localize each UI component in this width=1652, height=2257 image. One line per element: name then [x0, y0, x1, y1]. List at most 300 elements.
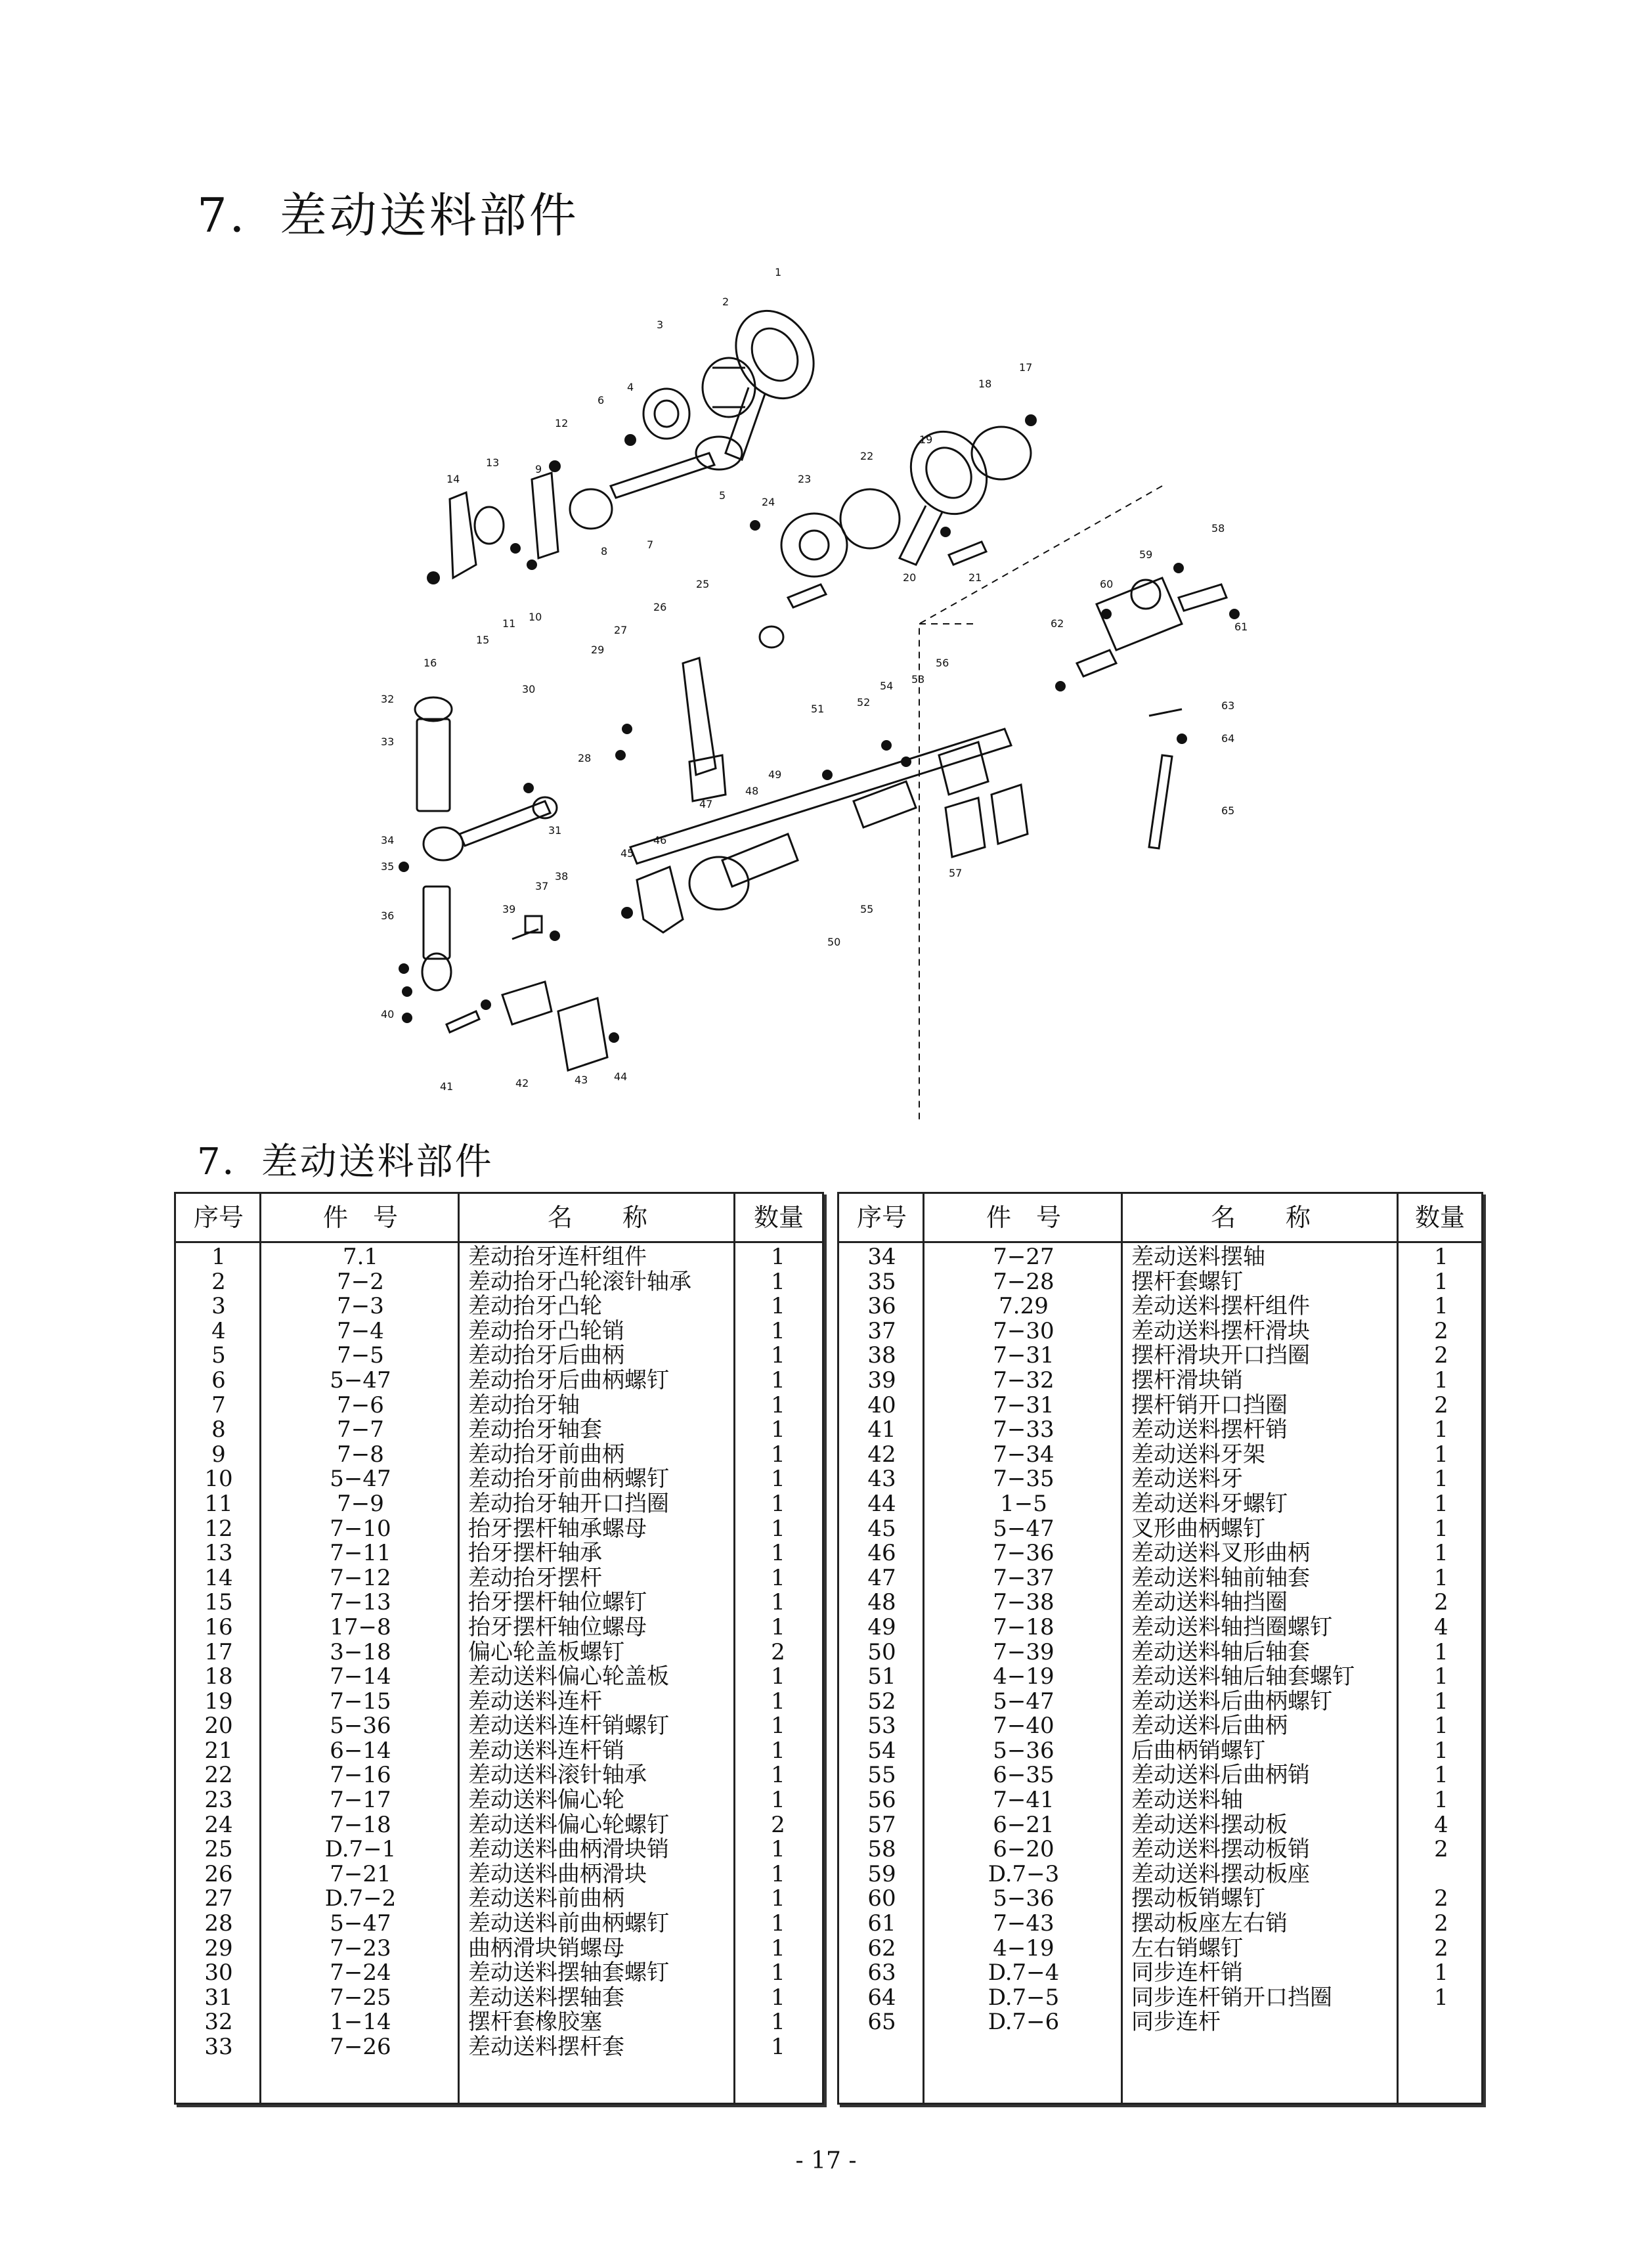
cell-part: 5−36 [993, 1737, 1054, 1764]
cell-part: 4−19 [993, 1935, 1054, 1961]
cell-name: 差动抬牙前曲柄螺钉 [468, 1466, 669, 1493]
cell-seq: 40 [867, 1391, 896, 1418]
cell-name: 差动送料摆杆组件 [1131, 1293, 1310, 1320]
cell-name: 差动送料偏心轮 [468, 1787, 624, 1814]
table-row [176, 1344, 822, 1369]
cell-name: 差动送料轴后轴套 [1131, 1638, 1310, 1665]
table-row [176, 2035, 822, 2060]
table-row [839, 1714, 1481, 1739]
table-row [839, 2010, 1481, 2035]
table-row [839, 1690, 1481, 1715]
callout-6: 6 [598, 394, 605, 406]
cell-part: 7−4 [337, 1317, 384, 1344]
cell-name: 差动送料叉形曲柄 [1131, 1540, 1310, 1567]
cell-part: 7−12 [330, 1564, 391, 1591]
table-row [176, 1369, 822, 1393]
callout-64: 64 [1221, 732, 1235, 745]
cell-part: 6−20 [993, 1836, 1054, 1863]
callout-59: 59 [1139, 548, 1153, 561]
cell-qty: 1 [771, 1490, 785, 1517]
table-row [839, 1344, 1481, 1369]
table-body [839, 1245, 1481, 2035]
callout-49: 49 [768, 768, 782, 781]
cell-seq: 23 [204, 1787, 233, 1814]
callout-42: 42 [515, 1077, 529, 1089]
cell-qty: 1 [1434, 1540, 1448, 1567]
cell-part: 7−43 [993, 1910, 1054, 1937]
callout-65: 65 [1221, 804, 1235, 817]
table-row [839, 1541, 1481, 1566]
cell-qty: 2 [1434, 1342, 1448, 1369]
cell-part: 7−14 [330, 1663, 391, 1690]
callout-16: 16 [424, 657, 437, 669]
cell-seq: 29 [204, 1935, 233, 1961]
cell-qty: 1 [1434, 1293, 1448, 1320]
cell-part: 5−47 [993, 1688, 1054, 1715]
callout-25: 25 [696, 578, 710, 590]
cell-part: D.7−2 [324, 1885, 397, 1912]
cell-name: 叉形曲柄螺钉 [1131, 1515, 1265, 1542]
cell-qty: 2 [1434, 1589, 1448, 1616]
table-row [176, 1590, 822, 1615]
cell-qty: 1 [771, 1416, 785, 1443]
table-row [839, 1369, 1481, 1393]
cell-name: 差动抬牙摆杆 [468, 1564, 602, 1591]
table-row [839, 1665, 1481, 1690]
cell-name: 差动送料偏心轮盖板 [468, 1663, 669, 1690]
table-header [176, 1194, 822, 1243]
cell-part: 1−14 [330, 2009, 391, 2036]
table-row [176, 1418, 822, 1443]
cell-part: 7−39 [993, 1638, 1054, 1665]
callout-15: 15 [476, 634, 490, 646]
cell-seq: 50 [867, 1638, 896, 1665]
cell-qty: 1 [1434, 1960, 1448, 1986]
table-row [176, 1245, 822, 1270]
cell-name: 同步连杆销 [1131, 1960, 1243, 1986]
cell-name: 同步连杆销开口挡圈 [1131, 1984, 1332, 2011]
cell-part: 7−37 [993, 1564, 1054, 1591]
cell-name: 差动送料摆杆滑块 [1131, 1317, 1310, 1344]
callout-37: 37 [535, 880, 549, 892]
cell-seq: 55 [867, 1762, 896, 1789]
cell-seq: 48 [867, 1589, 896, 1616]
cell-qty: 1 [1434, 1762, 1448, 1789]
cell-seq: 37 [867, 1317, 896, 1344]
cell-part: 3−18 [330, 1638, 391, 1665]
cell-part: 7.29 [999, 1293, 1049, 1320]
cell-name: 差动送料前曲柄螺钉 [468, 1910, 669, 1937]
cell-name: 差动送料摆动板 [1131, 1811, 1288, 1838]
table-row [176, 1467, 822, 1492]
table-row [176, 1937, 822, 1961]
cell-seq: 30 [204, 1960, 233, 1986]
cell-seq: 63 [867, 1960, 896, 1986]
cell-part: 7−3 [337, 1293, 384, 1320]
cell-seq: 25 [204, 1836, 233, 1863]
table-row [839, 1763, 1481, 1788]
table-row [839, 1245, 1481, 1270]
callout-41: 41 [440, 1080, 454, 1093]
cell-qty: 1 [771, 1737, 785, 1764]
cell-qty: 1 [1434, 1441, 1448, 1468]
table-row [176, 1813, 822, 1838]
cell-qty: 2 [1434, 1391, 1448, 1418]
cell-seq: 36 [867, 1293, 896, 1320]
cell-seq: 7 [211, 1391, 226, 1418]
table-row [176, 1862, 822, 1887]
cell-name: 抬牙摆杆轴位螺母 [468, 1613, 647, 1640]
cell-qty: 1 [771, 1836, 785, 1863]
cell-name: 差动送料后曲柄螺钉 [1131, 1688, 1332, 1715]
cell-qty: 1 [771, 1317, 785, 1344]
cell-name: 差动送料连杆 [468, 1688, 602, 1715]
header-name: 名 称 [547, 1203, 647, 1232]
callout-33: 33 [381, 735, 395, 748]
callout-10: 10 [529, 611, 542, 623]
cell-part: 7−6 [337, 1391, 384, 1418]
callout-30: 30 [522, 683, 536, 695]
cell-qty: 1 [771, 1984, 785, 2011]
table-row [839, 1615, 1481, 1640]
callout-51: 51 [811, 703, 825, 715]
cell-seq: 43 [867, 1466, 896, 1493]
callout-28: 28 [578, 752, 592, 764]
callout-44: 44 [614, 1070, 628, 1083]
table-row [176, 1319, 822, 1344]
cell-qty: 1 [1434, 1787, 1448, 1814]
callout-55: 55 [860, 903, 874, 915]
cell-qty: 1 [771, 1885, 785, 1912]
cell-name: 差动送料牙螺钉 [1131, 1490, 1288, 1517]
cell-seq: 13 [204, 1540, 233, 1567]
cell-name: 摆动板座左右销 [1131, 1910, 1288, 1937]
cell-part: 5−36 [993, 1885, 1054, 1912]
cell-name: 差动送料轴挡圈螺钉 [1131, 1613, 1332, 1640]
table-row [176, 1566, 822, 1591]
cell-part: 7−23 [330, 1935, 391, 1961]
cell-name: 差动送料摆动板销 [1131, 1836, 1310, 1863]
callout-62: 62 [1051, 617, 1064, 630]
cell-part: 17−8 [330, 1613, 391, 1640]
cell-name: 差动抬牙轴 [468, 1391, 580, 1418]
cell-part: 7−34 [993, 1441, 1054, 1468]
cell-seq: 16 [204, 1613, 233, 1640]
cell-seq: 57 [867, 1811, 896, 1838]
cell-seq: 9 [211, 1441, 226, 1468]
cell-part: 7.1 [342, 1244, 379, 1270]
cell-qty: 1 [771, 1268, 785, 1295]
cell-part: 6−14 [330, 1737, 391, 1764]
table-row [176, 1492, 822, 1517]
cell-name: 差动送料轴挡圈 [1131, 1589, 1288, 1616]
cell-qty: 1 [1434, 1515, 1448, 1542]
cell-seq: 51 [867, 1663, 896, 1690]
cell-name: 差动送料轴后轴套螺钉 [1131, 1663, 1355, 1690]
cell-name: 差动抬牙凸轮销 [468, 1317, 624, 1344]
table-row [176, 1986, 822, 2011]
callout-52: 52 [857, 696, 871, 709]
cell-name: 摆杆套橡胶塞 [468, 2009, 602, 2036]
callout-27: 27 [614, 624, 628, 636]
cell-qty: 1 [771, 1441, 785, 1468]
callout-53: 53 [911, 673, 925, 686]
cell-qty: 1 [771, 2034, 785, 2060]
cell-part: 7−16 [330, 1762, 391, 1789]
cell-part: D.7−6 [988, 2009, 1060, 2036]
cell-qty: 1 [771, 1564, 785, 1591]
table-row [176, 1788, 822, 1813]
cell-qty: 1 [771, 1787, 785, 1814]
header-part-no: 件 号 [322, 1203, 398, 1232]
cell-qty: 1 [1434, 1713, 1448, 1740]
table-row [176, 1763, 822, 1788]
cell-name: 差动送料曲柄滑块 [468, 1860, 647, 1887]
cell-part: 7−40 [993, 1713, 1054, 1740]
cell-seq: 22 [204, 1762, 233, 1789]
callout-47: 47 [699, 798, 713, 810]
cell-qty: 2 [1434, 1317, 1448, 1344]
cell-qty: 1 [771, 1762, 785, 1789]
callout-11: 11 [502, 617, 516, 630]
callout-63: 63 [1221, 699, 1235, 712]
cell-part: 5−47 [330, 1367, 391, 1393]
cell-part: D.7−1 [324, 1836, 397, 1863]
cell-name: 抬牙摆杆轴承 [468, 1540, 602, 1567]
cell-seq: 54 [867, 1737, 896, 1764]
cell-seq: 41 [867, 1416, 896, 1443]
cell-seq: 17 [204, 1638, 233, 1665]
cell-seq: 5 [211, 1342, 226, 1369]
cell-qty: 1 [771, 1342, 785, 1369]
cell-qty: 1 [771, 1688, 785, 1715]
cell-name: 差动送料后曲柄销 [1131, 1762, 1310, 1789]
cell-part: 7−41 [993, 1787, 1054, 1814]
cell-part: 7−32 [993, 1367, 1054, 1393]
cell-qty: 1 [1434, 1244, 1448, 1270]
cell-seq: 4 [211, 1317, 226, 1344]
cell-part: 5−36 [330, 1713, 391, 1740]
cell-seq: 28 [204, 1910, 233, 1937]
cell-qty: 1 [771, 1293, 785, 1320]
table-row [176, 1714, 822, 1739]
cell-seq: 39 [867, 1367, 896, 1393]
table-row [176, 1294, 822, 1319]
cell-part: 7−17 [330, 1787, 391, 1814]
cell-part: 7−25 [330, 1984, 391, 2011]
cell-qty: 1 [771, 1910, 785, 1937]
cell-name: 差动送料摆轴套 [468, 1984, 624, 2011]
cell-seq: 61 [867, 1910, 896, 1937]
cell-name: 差动抬牙后曲柄 [468, 1342, 624, 1369]
callout-12: 12 [555, 417, 569, 429]
cell-seq: 6 [211, 1367, 226, 1393]
cell-part: 5−47 [330, 1466, 391, 1493]
cell-seq: 1 [211, 1244, 226, 1270]
cell-part: 7−28 [993, 1268, 1054, 1295]
cell-seq: 56 [867, 1787, 896, 1814]
cell-part: 7−13 [330, 1589, 391, 1616]
table-row [176, 1665, 822, 1690]
table-row [839, 1887, 1481, 1912]
callout-3: 3 [657, 318, 664, 331]
cell-name: 差动送料摆杆套 [468, 2034, 624, 2060]
cell-part: 7−30 [993, 1317, 1054, 1344]
cell-name: 差动送料摆动板座 [1131, 1860, 1310, 1887]
callout-9: 9 [535, 463, 542, 475]
cell-seq: 2 [211, 1268, 226, 1295]
cell-seq: 38 [867, 1342, 896, 1369]
cell-seq: 49 [867, 1613, 896, 1640]
cell-part: 7−21 [330, 1860, 391, 1887]
cell-name: 差动抬牙凸轮 [468, 1293, 602, 1320]
cell-part: 7−35 [993, 1466, 1054, 1493]
cell-part: 7−31 [993, 1391, 1054, 1418]
cell-seq: 53 [867, 1713, 896, 1740]
cell-qty: 1 [1434, 1490, 1448, 1517]
cell-part: 7−7 [337, 1416, 384, 1443]
callout-14: 14 [446, 473, 460, 485]
cell-name: 差动送料前曲柄 [468, 1885, 624, 1912]
cell-qty: 1 [1434, 1638, 1448, 1665]
table-row [839, 1492, 1481, 1517]
cell-qty: 2 [1434, 1836, 1448, 1863]
cell-seq: 60 [867, 1885, 896, 1912]
cell-qty: 1 [771, 1515, 785, 1542]
diagram-drawing [355, 256, 1326, 1123]
cell-name: 摆杆滑块销 [1131, 1367, 1243, 1393]
cell-qty: 2 [771, 1811, 785, 1838]
cell-qty: 1 [771, 1713, 785, 1740]
cell-seq: 44 [867, 1490, 896, 1517]
cell-seq: 8 [211, 1416, 226, 1443]
cell-name: 摆杆套螺钉 [1131, 1268, 1243, 1295]
cell-part: D.7−5 [988, 1984, 1060, 2011]
cell-name: 差动抬牙前曲柄 [468, 1441, 624, 1468]
cell-seq: 46 [867, 1540, 896, 1567]
cell-part: 6−21 [993, 1811, 1054, 1838]
table-row [176, 1270, 822, 1295]
cell-seq: 45 [867, 1515, 896, 1542]
table-row [176, 1541, 822, 1566]
callout-36: 36 [381, 909, 395, 922]
cell-name: 差动送料偏心轮螺钉 [468, 1811, 669, 1838]
cell-qty: 1 [771, 1860, 785, 1887]
table-row [839, 1813, 1481, 1838]
cell-seq: 34 [867, 1244, 896, 1270]
cell-seq: 31 [204, 1984, 233, 2011]
cell-qty: 1 [771, 1935, 785, 1961]
cell-part: 5−47 [993, 1515, 1054, 1542]
cell-name: 差动送料牙 [1131, 1466, 1243, 1493]
table-row [176, 1961, 822, 1986]
table-row [839, 1270, 1481, 1295]
cell-name: 差动送料摆轴套螺钉 [468, 1960, 669, 1986]
exploded-parts-diagram [355, 256, 1326, 1123]
cell-qty: 2 [1434, 1885, 1448, 1912]
cell-qty: 1 [771, 2009, 785, 2036]
callout-34: 34 [381, 834, 395, 846]
cell-qty: 1 [1434, 1984, 1448, 2011]
table-row [839, 1961, 1481, 1986]
cell-qty: 1 [771, 1589, 785, 1616]
parts-table-left [174, 1192, 824, 2105]
cell-seq: 15 [204, 1589, 233, 1616]
table-row [839, 1640, 1481, 1665]
callout-19: 19 [919, 433, 933, 446]
callout-18: 18 [978, 378, 992, 390]
callout-57: 57 [949, 867, 963, 879]
cell-part: 7−33 [993, 1416, 1054, 1443]
cell-part: 7−24 [330, 1960, 391, 1986]
cell-qty: 2 [771, 1638, 785, 1665]
cell-qty: 1 [771, 1367, 785, 1393]
cell-name: 差动送料连杆销螺钉 [468, 1713, 669, 1740]
callout-56: 56 [936, 657, 949, 669]
callout-21: 21 [968, 571, 982, 584]
page-number: - 17 - [795, 2147, 857, 2174]
cell-name: 差动送料牙架 [1131, 1441, 1265, 1468]
cell-qty: 1 [771, 1960, 785, 1986]
cell-name: 差动送料摆杆销 [1131, 1416, 1288, 1443]
cell-part: 7−38 [993, 1589, 1054, 1616]
cell-part: 7−26 [330, 2034, 391, 2060]
cell-seq: 32 [204, 2009, 233, 2036]
cell-seq: 19 [204, 1688, 233, 1715]
cell-qty: 1 [1434, 1564, 1448, 1591]
cell-seq: 14 [204, 1564, 233, 1591]
callout-24: 24 [762, 496, 775, 508]
callout-17: 17 [1019, 361, 1033, 374]
table-row [839, 1517, 1481, 1542]
page-title: 7．差动送料部件 [197, 188, 579, 243]
header-qty: 数量 [753, 1203, 804, 1232]
callout-20: 20 [903, 571, 917, 584]
cell-part: 1−5 [1000, 1490, 1047, 1517]
cell-seq: 35 [867, 1268, 896, 1295]
callout-4: 4 [627, 381, 634, 393]
cell-name: 摆动板销螺钉 [1131, 1885, 1265, 1912]
cell-seq: 20 [204, 1713, 233, 1740]
header-qty: 数量 [1414, 1203, 1465, 1232]
cell-seq: 27 [204, 1885, 233, 1912]
cell-qty: 1 [1434, 1737, 1448, 1764]
callout-45: 45 [620, 847, 634, 860]
table-title: 7．差动送料部件 [197, 1141, 494, 1183]
cell-qty: 1 [771, 1391, 785, 1418]
cell-part: D.7−3 [988, 1860, 1060, 1887]
cell-seq: 26 [204, 1860, 233, 1887]
table-row [176, 1739, 822, 1764]
cell-name: 差动抬牙后曲柄螺钉 [468, 1367, 669, 1393]
cell-part: 7−36 [993, 1540, 1054, 1567]
table-row [839, 1418, 1481, 1443]
callout-48: 48 [745, 785, 759, 797]
cell-seq: 18 [204, 1663, 233, 1690]
callout-8: 8 [601, 545, 608, 558]
cell-qty: 1 [771, 1663, 785, 1690]
cell-name: 差动抬牙凸轮滚针轴承 [468, 1268, 691, 1295]
callout-58: 58 [1211, 522, 1225, 535]
cell-seq: 52 [867, 1688, 896, 1715]
cell-part: 4−19 [993, 1663, 1054, 1690]
table-row [176, 1912, 822, 1937]
cell-name: 差动送料轴前轴套 [1131, 1564, 1310, 1591]
callout-61: 61 [1234, 621, 1248, 633]
cell-name: 后曲柄销螺钉 [1131, 1737, 1265, 1764]
cell-name: 差动抬牙连杆组件 [468, 1244, 647, 1270]
table-row [176, 1887, 822, 1912]
